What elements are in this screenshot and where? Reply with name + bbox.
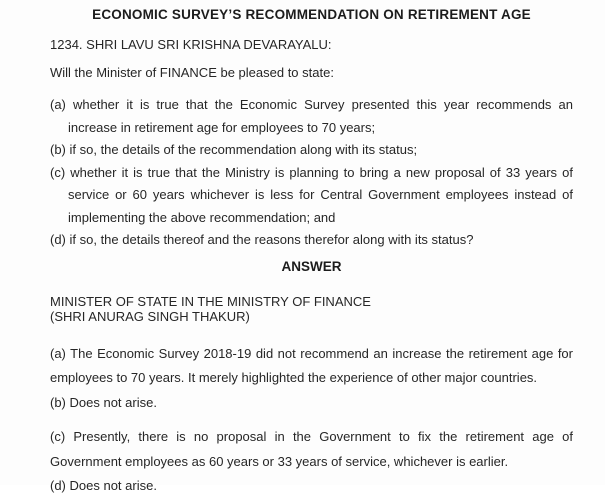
answer-item-c: (c) Presently, there is no proposal in the Government to fix the retirement age of Government employees as 60 years or 33 years of service, whichever is earlier.: [50, 429, 573, 469]
document-body: [50, 37, 573, 499]
document-title: ECONOMIC SURVEY’S RECOMMENDATION ON RETIREMENT AGE: [92, 7, 531, 22]
question-number-line: 1234. SHRI LAVU SRI KRISHNA DEVARAYALU:: [50, 37, 332, 52]
minister-designation: MINISTER OF STATE IN THE MINISTRY OF FINANCE: [50, 293, 371, 309]
question-item-d: (d) if so, the details thereof and the reasons therefor along with its status?: [50, 232, 474, 247]
answer-heading: ANSWER: [281, 258, 342, 274]
answer-item-d-clipped: (d) Does not arise.: [50, 478, 157, 493]
minister-name: (SHRI ANURAG SINGH THAKUR): [50, 309, 250, 324]
question-item-c: (c) whether it is true that the Ministry is planning to bring a new proposal of 33 years of service or 60 years whichever is less for Central Government employees instead of implementing the above recommendation; and: [50, 164, 573, 225]
question-item-b: (b) if so, the details of the recommendation along with its status;: [50, 142, 418, 157]
answer-item-b: (b) Does not arise.: [50, 394, 157, 410]
minister-block: [50, 294, 573, 325]
question-preamble: Will the Minister of FINANCE be pleased to state:: [50, 65, 334, 80]
question-item-a: (a) whether it is true that the Economic Survey presented this year recommends an increase in retirement age for employees to 70 years;: [50, 97, 573, 135]
question-list: [50, 94, 573, 252]
answer-item-a: (a) The Economic Survey 2018-19 did not recommend an increase the retirement age for employees to 70 years. It merely highlighted the experience of other major countries.: [50, 345, 573, 385]
